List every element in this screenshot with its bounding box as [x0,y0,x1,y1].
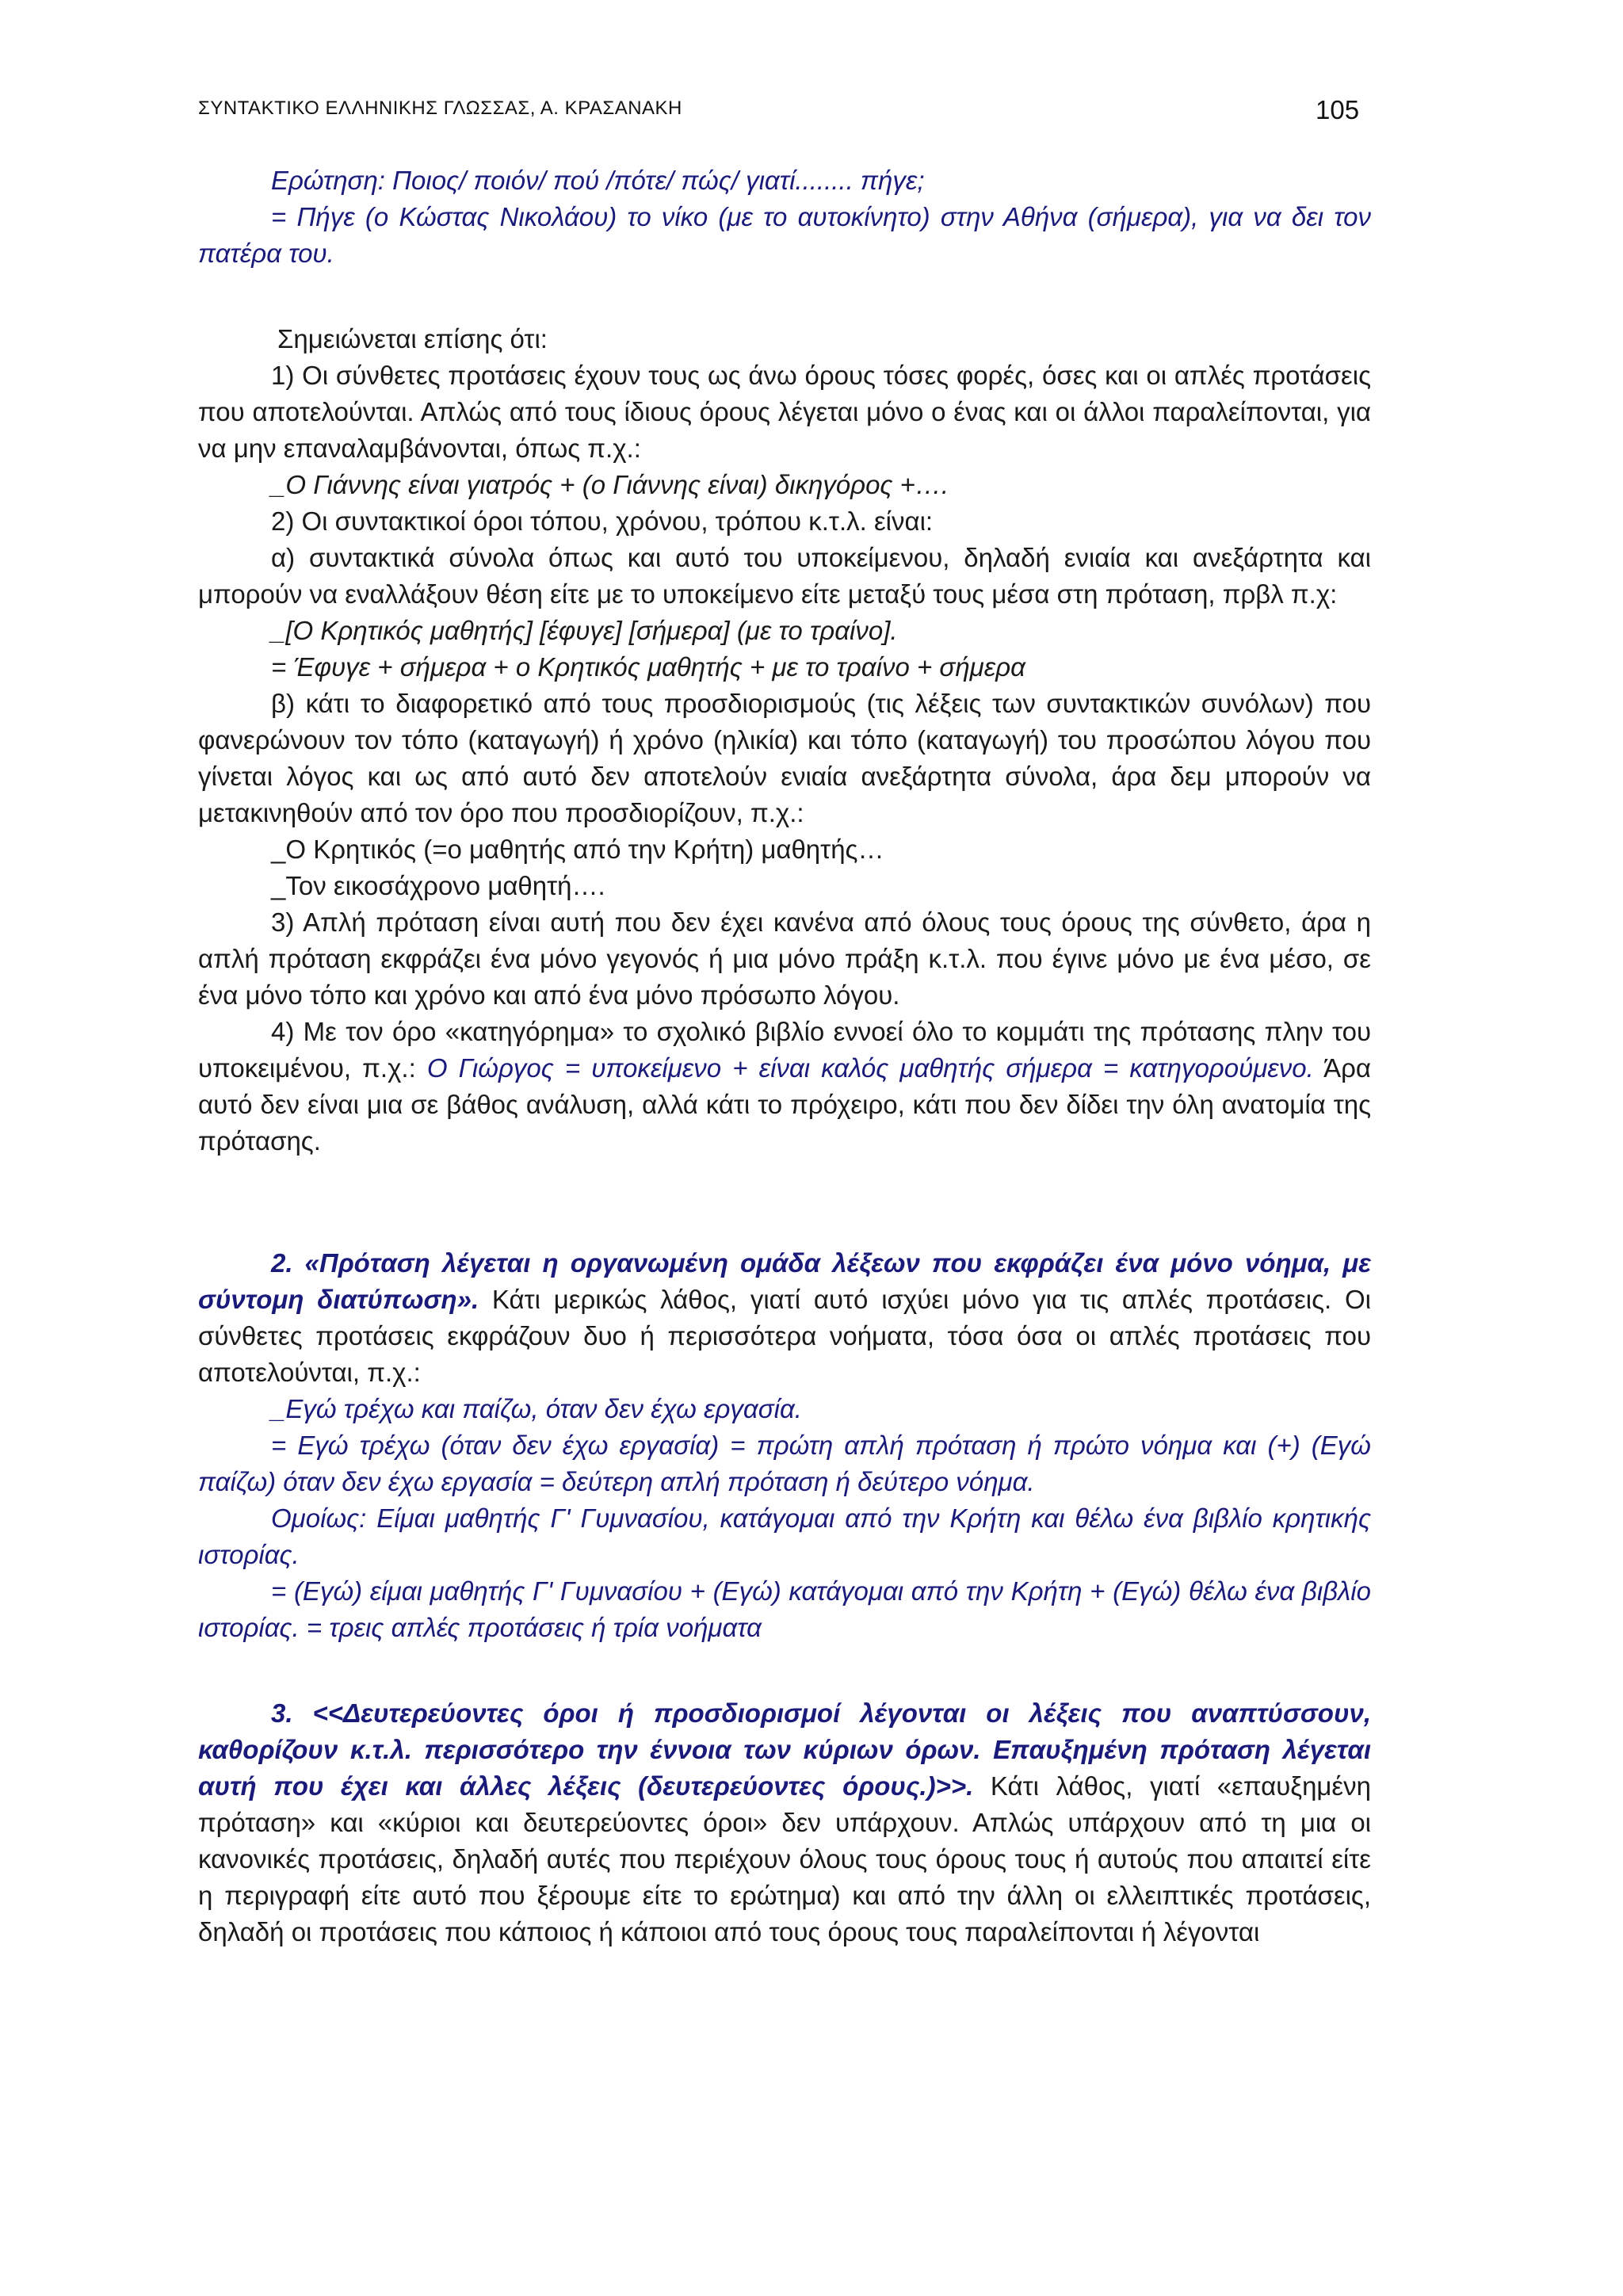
note-4-text: 4) Με τον όρο «κατηγόρημα» το σχολικό βιβλίο εννοεί όλο το κομμάτι της πρότασης πλην του υποκειμένου, π.χ.: [198,1017,1371,1083]
note-2a-example-2: = Έφυγε + σήμερα + ο Κρητικός μαθητής + με το τραίνο + σήμερα [271,652,1025,682]
note-2: 2) Οι συντακτικοί όροι τόπου, χρόνου, τρόπου κ.τ.λ. είναι: [271,506,934,536]
note-3: 3) Απλή πρόταση είναι αυτή που δεν έχει κανένα από όλους τους όρους της σύνθετο, άρα η απλή πρόταση εκφράζει ένα μόνο γεγονός ή μια μόνο πράξη κ.τ.λ. που έγινε μόνο με ένα μέσο, σε ένα μόνο τόπο και χρόνο και από ένα μόνο πρόσωπο λόγου. [198,907,1371,1010]
section-2-text: Κάτι μερικώς λάθος, γιατί αυτό ισχύει μόνο για τις απλές προτάσεις. Οι σύνθετες προτάσεις εκφράζουν δυο ή περισσότερα νοήματα, τόσα όσα οι απλές προτάσεις που αποτελούνται, π.χ.: [198,1285,1372,1387]
note-1: 1) Οι σύνθετες προτάσεις έχουν τους ως άνω όρους τόσες φορές, όσες και οι απλές προτάσεις που αποτελούνται. Απλώς από τους ίδιους όρους λέγεται μόνο ο ένας και οι άλλοι παραλείπονται, για να μην επαναλαμβάνονται, όπως π.χ.: [198,361,1371,463]
note-2b-example-2: _Τον εικοσάχρονο μαθητή…. [271,871,605,900]
note-4 [198,1014,1371,1159]
note-1-example: _Ο Γιάννης είναι γιατρός + (ο Γιάννης είναι) δικηγόρος +…. [271,470,949,499]
note-2a: α) συντακτικά σύνολα όπως και αυτό του υποκείμενου, δηλαδή ενιαία και ανεξάρτητα και μπορούν να εναλλάξουν θέση είτε με το υποκείμενο είτε μεταξύ τους μέσα στη πρόταση, πρβλ π.χ: [198,543,1371,609]
section-2-example-4: = (Εγώ) είμαι μαθητής Γ' Γυμνασίου + (Εγώ) κατάγομαι από την Κρήτη + (Εγώ) θέλω ένα βιβλίο ιστορίας. = τρεις απλές προτάσεις ή τρία νοήματα [198,1576,1371,1642]
notes-heading: Σημειώνεται επίσης ότι: [277,324,548,353]
note-4-conclusion: Άρα αυτό δεν είναι μια σε βάθος ανάλυση, αλλά κάτι το πρόχειρο, κάτι που δεν δίδει την όλη ανατομία της πρότασης. [198,1053,1371,1156]
page-number: 105 [1316,95,1360,124]
section-2-example-3: Ομοίως: Είμαι μαθητής Γ' Γυμνασίου, κατάγομαι από την Κρήτη και θέλω ένα βιβλίο κρητικής ιστορίας. [198,1503,1371,1569]
section-2-paragraph [198,1245,1371,1391]
running-header: ΣΥΝΤΑΚΤΙΚΟ ΕΛΛΗΝΙΚΗΣ ΓΛΩΣΣΑΣ, Α. ΚΡΑΣΑΝΑΚΗ [198,97,682,119]
page-body [198,162,1371,1950]
section-2-quote: 2. «Πρόταση λέγεται η οργανωμένη ομάδα λέξεων που εκφράζει ένα μόνο νόημα, με σύντομη διατύπωση». [198,1248,1371,1314]
note-2b: β) κάτι το διαφορετικό από τους προσδιορισμούς (τις λέξεις των συντακτικών συνόλων) που φανερώνουν τον τόπο (καταγωγή) ή χρόνο (ηλικία) και τόπο (καταγωγή) του προσώπου λόγου που γίνεται λόγος και ως από αυτό δεν αποτελούν ενιαία ανεξάρτητα σύνολα, άρα δεμ μπορούν να μετακινηθούν από τον όρο που προσδιορίζουν, π.χ.: [198,689,1371,827]
note-4-example: Ο Γιώργος = υποκείμενο + είναι καλός μαθητής σήμερα = κατηγορούμενο. [426,1053,1314,1083]
section-3-paragraph [198,1695,1371,1950]
answer-line: = Πήγε (ο Κώστας Νικολάου) το νίκο (με το αυτοκίνητο) στην Αθήνα (σήμερα), για να δει τον πατέρα του. [198,202,1371,268]
section-2-example-1: _Εγώ τρέχω και παίζω, όταν δεν έχω εργασία. [271,1394,802,1423]
section-3-quote: 3. <<Δευτερεύοντες όροι ή προσδιορισμοί λέγονται οι λέξεις που αναπτύσσουν, καθορίζουν κ.τ.λ. περισσότερο την έννοια των κύριων όρων. Επαυξημένη πρόταση λέγεται αυτή που έχει και άλλες λέξεις (δευτερεύοντες όρους.)>>. [198,1698,1371,1801]
question-line: Ερώτηση: Ποιος/ ποιόν/ πού /πότε/ πώς/ γιατί........ πήγε; [271,166,925,195]
note-2b-example-1: _Ο Κρητικός (=ο μαθητής από την Κρήτη) μαθητής… [271,835,884,864]
section-2-example-2: = Εγώ τρέχω (όταν δεν έχω εργασία) = πρώτη απλή πρόταση ή πρώτο νόημα και (+) (Εγώ παίζω) όταν δεν έχω εργασία = δεύτερη απλή πρόταση ή δεύτερο νόημα. [198,1431,1371,1496]
note-2a-example-1: _[Ο Κρητικός μαθητής] [έφυγε] [σήμερα] (με το τραίνο]. [271,616,898,645]
section-3-text: Κάτι λάθος, γιατί «επαυξημένη πρόταση» και «κύριοι και δευτερεύοντες όροι» δεν υπάρχουν. Απλώς υπάρχουν από τη μια οι κανονικές προτάσεις, δηλαδή αυτές που περιέχουν όλους τους όρους τους ή αυτούς που απαιτεί είτε η περιγραφή είτε αυτό που ξέρουμε είτε το ερώτημα) και από την άλλη οι ελλειπτικές προτάσεις, δηλαδή οι προτάσεις που κάποιος ή κάποιοι από τους όρους τους παραλείπονται ή λέγονται [198,1771,1372,1946]
